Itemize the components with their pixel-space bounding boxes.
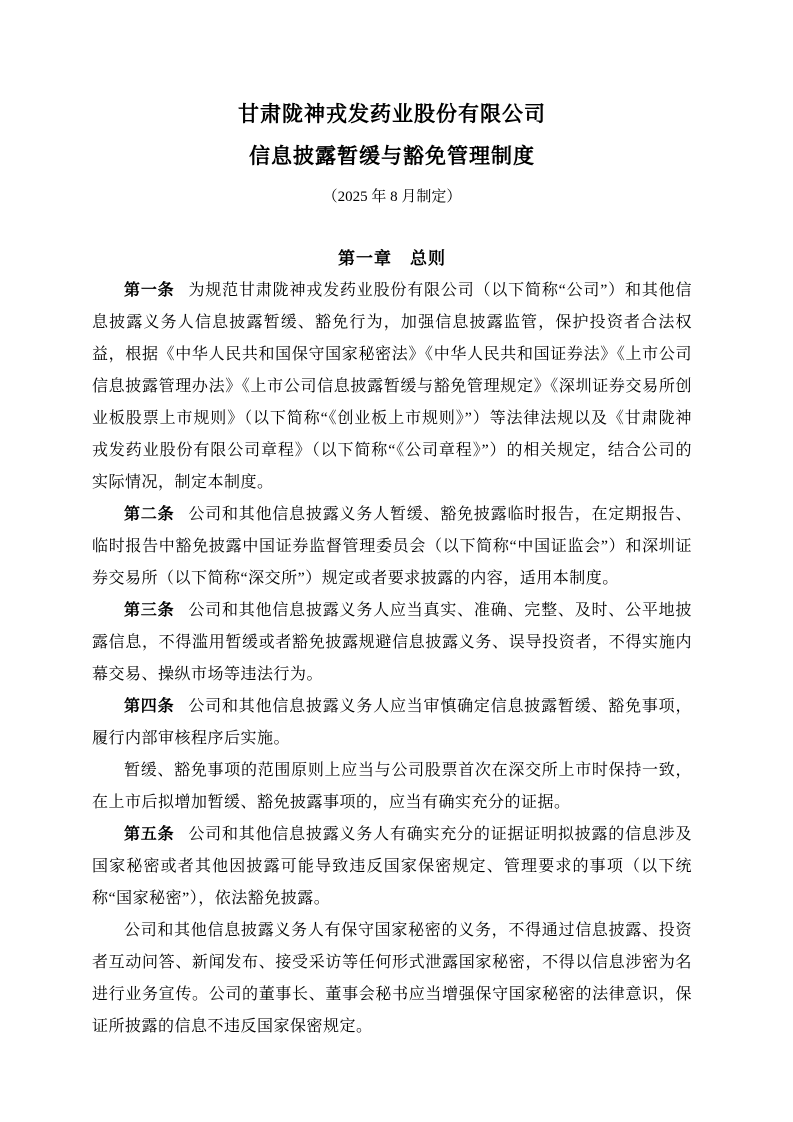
article-1-text: 为规范甘肃陇神戎发药业股份有限公司（以下简称“公司”）和其他信息披露义务人信息披露暂缓、豁免行为，加强信息披露监管，保护投资者合法权益，根据《中华人民共和国保守国家秘密法》《中华人民共和国证券法》《上市公司信息披露管理办法》《上市公司信息披露暂缓与豁免管理规定》《深圳证券交易所创业板股票上市规则》（以下简称“《创业板上市规则》”）等法律法规以及《甘肃陇神戎发药业股份有限公司章程》（以下简称“《公司章程》”）的相关规定，结合公司的实际情况，制定本制度。 [92,282,692,491]
chapter-heading: 第一章 总则 [338,249,446,268]
company-title: 甘肃陇神戎发药业股份有限公司 [238,103,546,126]
paragraph-article-4 [92,691,692,755]
article-4-text: 公司和其他信息披露义务人应当审慎确定信息披露暂缓、豁免事项，履行内部审核程序后实施。 [92,698,692,747]
article-2-label: 第二条 [124,506,175,523]
paragraph-article-5-continued [92,915,692,1043]
article-3-label: 第三条 [124,602,175,619]
paragraph-article-5 [92,819,692,915]
article-2-text: 公司和其他信息披露义务人暂缓、豁免披露临时报告，在定期报告、临时报告中豁免披露中国证券监督管理委员会（以下简称“中国证监会”）和深圳证券交易所（以下简称“深交所”）规定或者要求披露的内容，适用本制度。 [92,506,692,587]
paragraph-article-4-continued [92,755,692,819]
article-3-text: 公司和其他信息披露义务人应当真实、准确、完整、及时、公平地披露信息，不得滥用暂缓或者豁免披露规避信息披露义务、误导投资者，不得实施内幕交易、操纵市场等违法行为。 [92,602,692,683]
paragraph-article-1 [92,275,692,499]
article-5-label: 第五条 [124,826,175,843]
article-5-text: 公司和其他信息披露义务人有确实充分的证据证明拟披露的信息涉及国家秘密或者其他因披露可能导致违反国家保密规定、管理要求的事项（以下统称“国家秘密”），依法豁免披露。 [92,826,692,907]
date-note: （2025 年 8 月制定） [322,189,462,205]
document-body [92,275,692,1043]
article-5b-text: 公司和其他信息披露义务人有保守国家秘密的义务，不得通过信息披露、投资者互动问答、新闻发布、接受采访等任何形式泄露国家秘密，不得以信息涉密为名进行业务宣传。公司的董事长、董事会秘书应当增强保守国家秘密的法律意识，保证所披露的信息不违反国家保密规定。 [92,922,692,1035]
article-4b-text: 暂缓、豁免事项的范围原则上应当与公司股票首次在深交所上市时保持一致，在上市后拟增加暂缓、豁免披露事项的，应当有确实充分的证据。 [92,762,692,811]
article-4-label: 第四条 [124,698,175,715]
article-1-label: 第一条 [124,282,175,299]
document-title: 信息披露暂缓与豁免管理制度 [249,145,535,168]
paragraph-article-2 [92,499,692,595]
paragraph-article-3 [92,595,692,691]
